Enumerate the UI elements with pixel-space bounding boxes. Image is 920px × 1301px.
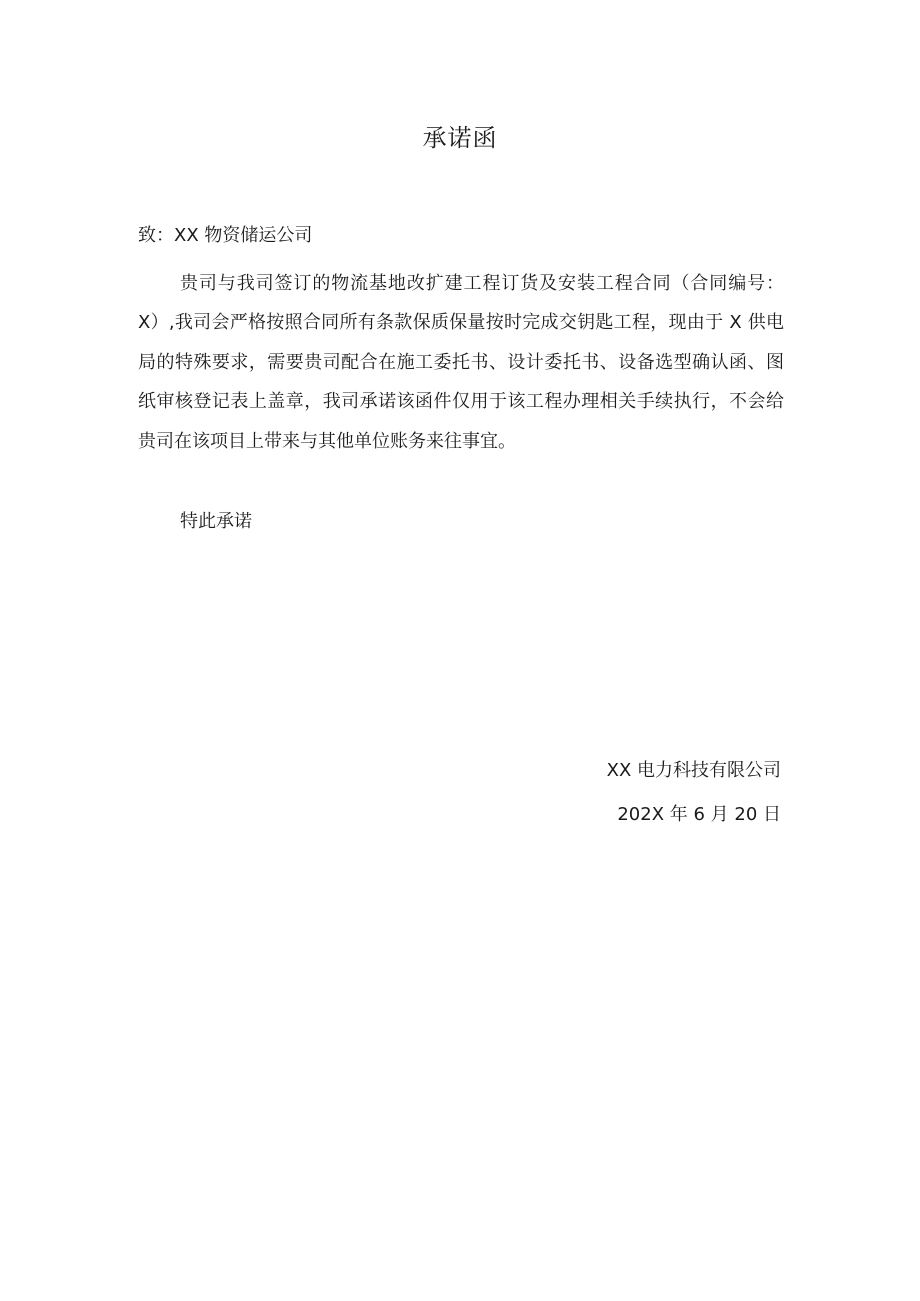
closing-line: 特此承诺	[180, 511, 252, 532]
signature-date: 202X 年 6 月 20 日	[617, 804, 781, 825]
body-paragraph: 贵司与我司签订的物流基地改扩建工程订货及安装工程合同（合同编号：X）,我司会严格按照合同所有条款保质保量按时完成交钥匙工程，现由于 X 供电局的特殊要求，需要贵司配合在施工委托书、设计委托书、设备选型确认函、图纸审核登记表上盖章，我司承诺该函件仅用于该工程办理相关手续执行，不会给贵司在该项目上带来与其他单位账务来往事宜。	[138, 273, 784, 452]
document-title: 承诺函	[422, 124, 498, 152]
salutation: 致：XX 物资储运公司	[138, 225, 313, 246]
signer-name: XX 电力科技有限公司	[606, 760, 781, 781]
